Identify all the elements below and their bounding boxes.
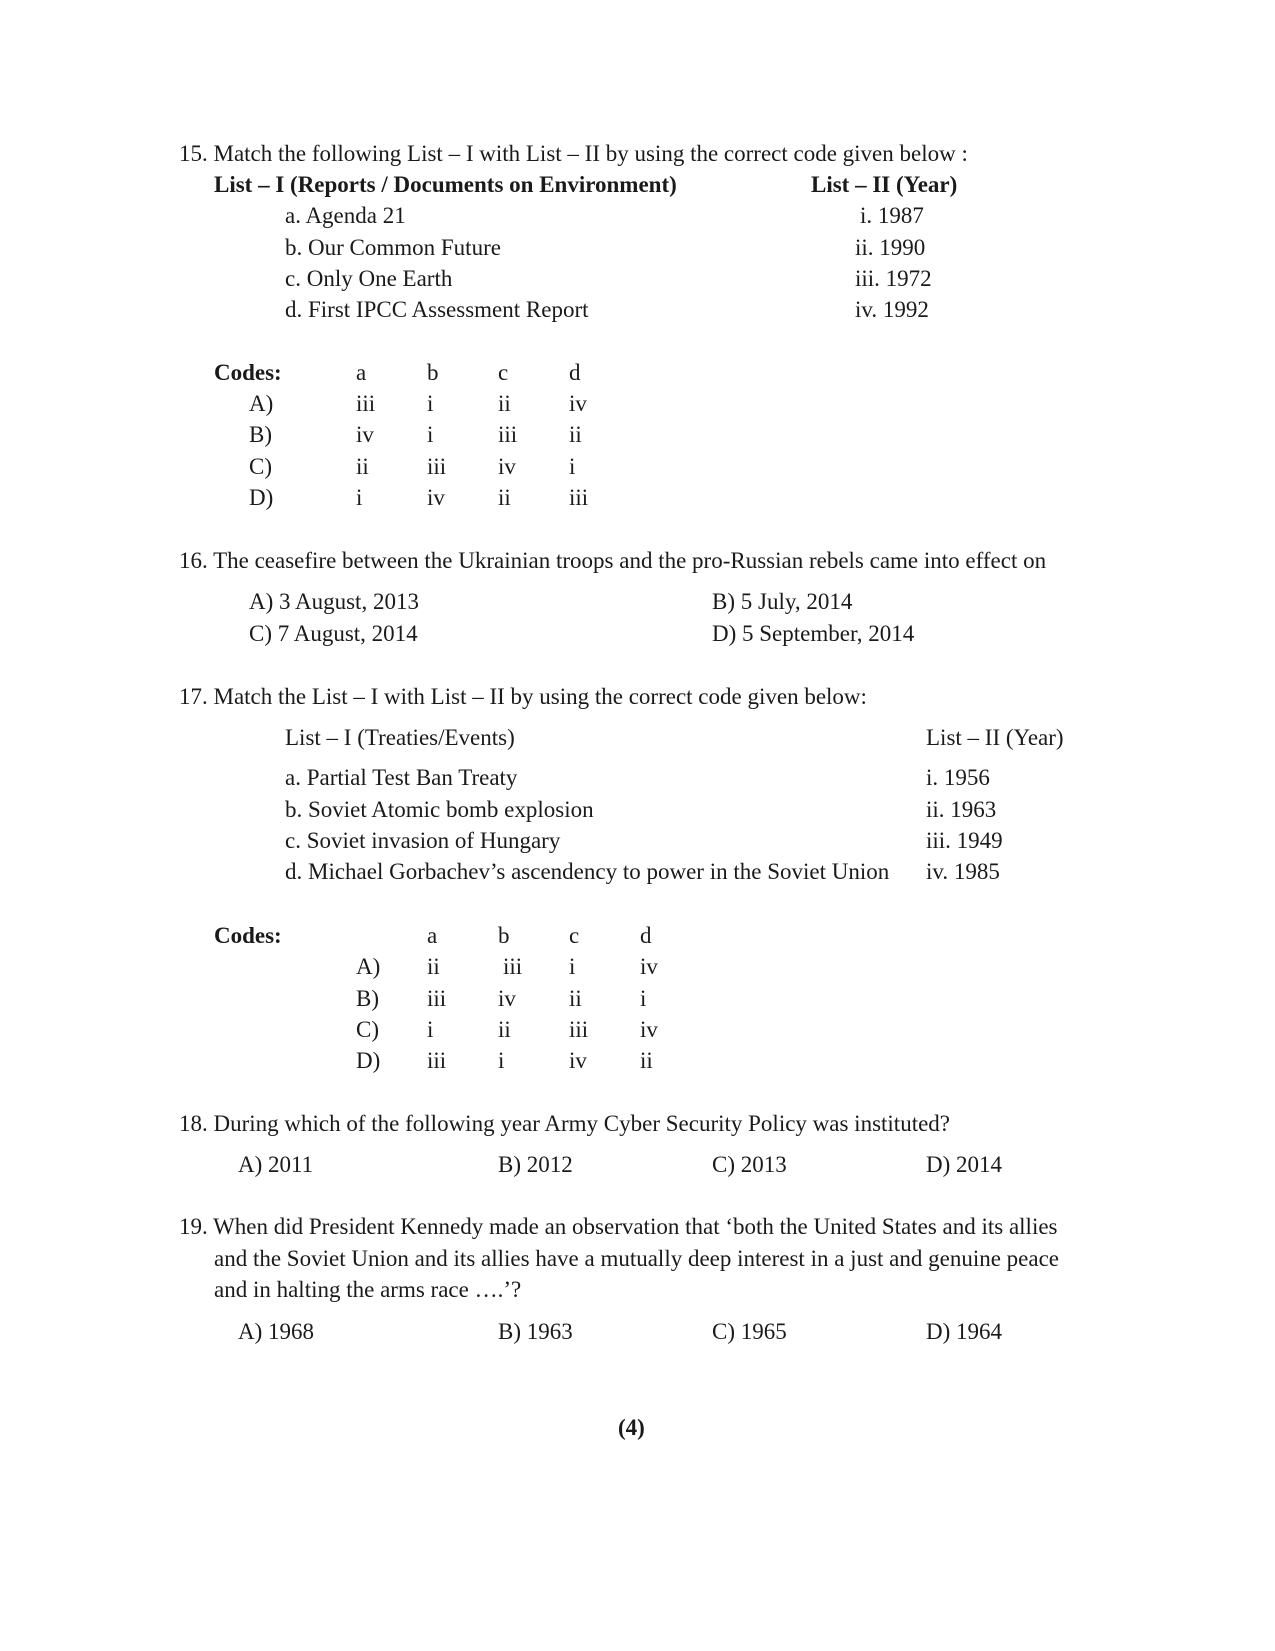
q17-code-cell: ii [569,986,582,1011]
q17-code-cell: i [569,954,576,979]
q16-option-d: D) 5 September, 2014 [712,621,915,646]
q15-list2-item: iii. 1972 [855,266,932,291]
q15-list2-item: ii. 1990 [855,235,926,260]
q17-code-cell: iii [427,986,447,1011]
q15-code-row-label: B) [249,422,272,447]
q17-code-col: c [569,923,580,948]
q17-code-col: a [427,923,438,948]
q17-code-row-label: C) [356,1017,379,1042]
q17-list1-item: d. Michael Gorbachev’s ascendency to power in the Soviet Union [285,859,890,884]
q15-list1-item: d. First IPCC Assessment Report [285,297,589,322]
q15-codes-label: Codes: [214,360,282,385]
q15-code-cell: iv [498,454,516,479]
q17-stem: 17. Match the List – I with List – II by using the correct code given below: [179,684,867,709]
q17-list2-item: ii. 1963 [926,797,997,822]
q17-code-cell: iv [640,954,658,979]
q16-option-a: A) 3 August, 2013 [249,589,419,614]
q17-codes-label: Codes: [214,923,282,948]
q19-option-a: A) 1968 [238,1319,315,1344]
q15-code-cell: iii [498,422,518,447]
q15-code-col: d [569,360,581,385]
q15-code-cell: ii [569,422,582,447]
q15-list2-item: i. 1987 [860,203,924,228]
q17-code-cell: ii [427,954,440,979]
q15-code-col: b [427,360,439,385]
q15-code-cell: ii [356,454,369,479]
q15-code-col: a [356,360,367,385]
q15-code-col: c [498,360,509,385]
q18-option-d: D) 2014 [926,1152,1003,1177]
q19-option-d: D) 1964 [926,1319,1003,1344]
q15-code-cell: i [427,422,434,447]
q15-code-row-label: A) [249,391,274,416]
q17-code-cell: i [640,986,647,1011]
q15-list1-header: List – I (Reports / Documents on Environment) [214,172,677,197]
q17-code-cell: iii [503,954,523,979]
q18-option-c: C) 2013 [712,1152,787,1177]
q17-code-cell: iii [569,1017,589,1042]
q19-option-c: C) 1965 [712,1319,787,1344]
q17-list1-header: List – I (Treaties/Events) [285,725,515,750]
q17-list2-item: iv. 1985 [926,859,1000,884]
q15-code-cell: ii [498,391,511,416]
q16-stem: 16. The ceasefire between the Ukrainian troops and the pro-Russian rebels came into effect on [179,548,1047,573]
q17-code-cell: i [498,1048,505,1073]
q15-list1-item: c. Only One Earth [285,266,453,291]
q17-code-cell: iv [498,986,516,1011]
q19-stem-line: and in halting the arms race ….’? [214,1277,522,1302]
q19-stem-line: 19. When did President Kennedy made an observation that ‘both the United States and its allies [179,1214,1058,1239]
q17-list1-item: a. Partial Test Ban Treaty [285,765,518,790]
q17-code-col: b [498,923,510,948]
q15-code-cell: iv [356,422,374,447]
q19-option-b: B) 1963 [498,1319,573,1344]
q18-option-a: A) 2011 [238,1152,314,1177]
q17-code-cell: iii [427,1048,447,1073]
q15-code-cell: i [356,485,363,510]
q15-stem: 15. Match the following List – I with List – II by using the correct code given below : [179,141,968,166]
q15-code-cell: iv [569,391,587,416]
q19-stem-line: and the Soviet Union and its allies have a mutually deep interest in a just and genuine peace [214,1246,1060,1271]
q18-stem: 18. During which of the following year Army Cyber Security Policy was instituted? [179,1111,951,1136]
q17-code-row-label: D) [356,1048,381,1073]
q17-list1-item: c. Soviet invasion of Hungary [285,828,561,853]
q15-code-cell: iii [569,485,589,510]
q15-code-cell: iii [356,391,376,416]
q15-code-cell: iv [427,485,445,510]
q15-code-cell: ii [498,485,511,510]
q18-option-b: B) 2012 [498,1152,573,1177]
q17-list2-item: i. 1956 [926,765,990,790]
q15-code-cell: iii [427,454,447,479]
q17-code-cell: i [427,1017,434,1042]
q17-code-row-label: A) [356,954,381,979]
q15-code-row-label: C) [249,454,272,479]
q17-list2-header: List – II (Year) [926,725,1064,750]
q15-list2-header: List – II (Year) [811,172,958,197]
q15-code-row-label: D) [249,485,274,510]
q15-list1-item: b. Our Common Future [285,235,501,260]
q17-code-cell: iv [569,1048,587,1073]
q17-code-row-label: B) [356,986,379,1011]
q16-option-b: B) 5 July, 2014 [712,589,853,614]
q17-code-col: d [640,923,652,948]
q17-list1-item: b. Soviet Atomic bomb explosion [285,797,594,822]
q15-list1-item: a. Agenda 21 [285,203,406,228]
q17-code-cell: iv [640,1017,658,1042]
q17-list2-item: iii. 1949 [926,828,1003,853]
q15-list2-item: iv. 1992 [855,297,929,322]
page-number: (4) [618,1415,645,1440]
q17-code-cell: ii [498,1017,511,1042]
q15-code-cell: i [427,391,434,416]
q15-code-cell: i [569,454,576,479]
q16-option-c: C) 7 August, 2014 [249,621,418,646]
q17-code-cell: ii [640,1048,653,1073]
